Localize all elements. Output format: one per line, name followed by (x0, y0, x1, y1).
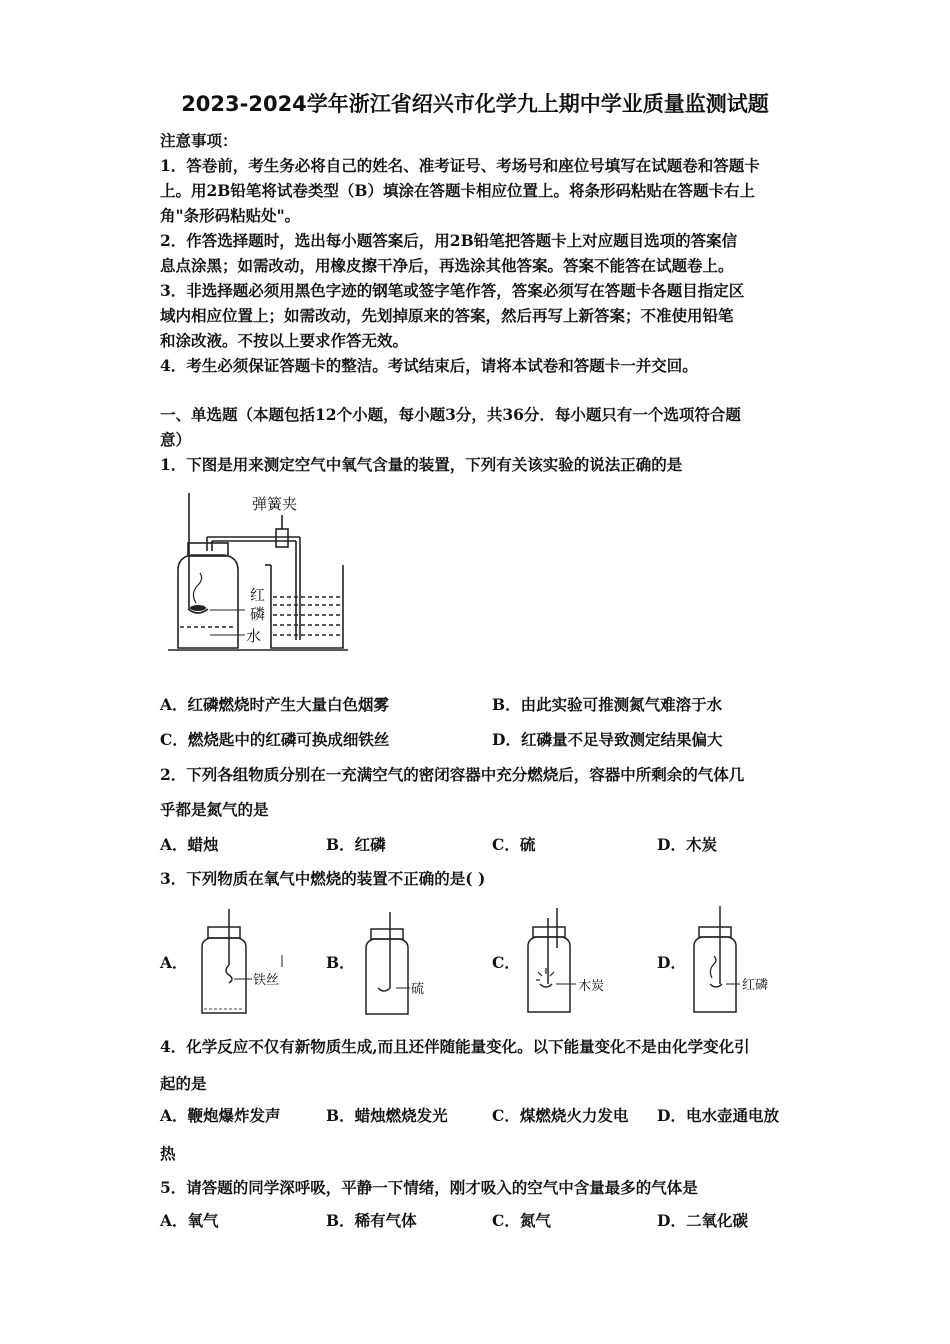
q3-option-c[interactable]: C． (492, 953, 520, 972)
notice-line: 上。用2B铅笔将试卷类型（B）填涂在答题卡相应位置上。将条形码粘贴在答题卡右上 (160, 181, 755, 200)
q2-stem: 2．下列各组物质分别在一充满空气的密闭容器中充分燃烧后，容器中所剩余的气体几 (160, 765, 745, 784)
q2-option-a[interactable]: A．蜡烛 (160, 835, 219, 854)
page-title: 2023-2024学年浙江省绍兴市化学九上期中学业质量监测试题 (181, 92, 769, 116)
section-heading-cont: 意） (160, 430, 192, 449)
q1-stem: 1．下图是用来测定空气中氧气含量的装置，下列有关该实验的说法正确的是 (160, 455, 683, 474)
q1-option-d[interactable]: D．红磷量不足导致测定结果偏大 (492, 730, 723, 749)
q3-option-a[interactable]: A． (160, 953, 188, 972)
q4-option-c[interactable]: C．煤燃烧火力发电 (492, 1106, 629, 1125)
q3-figure-a (196, 905, 291, 1017)
notice-line: 3．非选择题必须用黑色字迹的钢笔或签字笔作答，答案必须写在答题卡各题目指定区 (160, 281, 745, 300)
clamp-label: 弹簧夹 (252, 495, 298, 513)
notice-heading: 注意事项： (160, 131, 238, 150)
notice-line: 4．考生必须保证答题卡的整洁。考试结束后，请将本试卷和答题卡一并交回。 (160, 356, 698, 375)
q5-option-a[interactable]: A．氧气 (160, 1211, 219, 1230)
q4-option-a[interactable]: A．鞭炮爆炸发声 (160, 1106, 281, 1125)
section-heading: 一、单选题（本题包括12个小题，每小题3分，共36分．每小题只有一个选项符合题 (160, 405, 741, 424)
q3-option-d[interactable]: D． (657, 953, 686, 972)
q5-option-b[interactable]: B．稀有气体 (326, 1211, 417, 1230)
q2-option-c[interactable]: C．硫 (492, 835, 536, 854)
iron-wire-label: 铁丝 (253, 973, 280, 988)
q3-figure-d (688, 904, 778, 1016)
q5-stem: 5．请答题的同学深呼吸，平静一下情绪，刚才吸入的空气中含量最多的气体是 (160, 1178, 698, 1197)
q5-option-d[interactable]: D．二氧化碳 (657, 1211, 748, 1230)
q3-figure-b (360, 910, 440, 1018)
notice-line: 域内相应位置上；如需改动，先划掉原来的答案，然后再写上新答案；不准使用铅笔 (160, 306, 734, 325)
sulfur-label: 硫 (411, 982, 425, 997)
notice-line: 1．答卷前，考生务必将自己的姓名、准考证号、考场号和座位号填写在试题卷和答题卡 (160, 156, 760, 175)
q2-option-b[interactable]: B．红磷 (326, 835, 386, 854)
q4-option-b[interactable]: B．蜡烛燃烧发光 (326, 1106, 448, 1125)
q3-stem: 3．下列物质在氧气中燃烧的装置不正确的是( ) (160, 869, 486, 888)
phosphorus-label-1: 红 (250, 586, 266, 604)
q3-option-b[interactable]: B． (326, 953, 355, 972)
red-phosphorus-label: 红磷 (742, 978, 769, 993)
q1-option-a[interactable]: A．红磷燃烧时产生大量白色烟雾 (160, 695, 390, 714)
notice-line: 和涂改液。不按以上要求作答无效。 (160, 331, 409, 350)
q4-option-d-wrap: 热 (160, 1144, 176, 1163)
q1-apparatus-figure (160, 485, 360, 660)
q4-stem-cont: 起的是 (160, 1074, 207, 1093)
q4-stem: 4．化学反应不仅有新物质生成,而且还伴随能量变化。以下能量变化不是由化学变化引 (160, 1037, 750, 1056)
q1-option-c[interactable]: C．燃烧匙中的红磷可换成细铁丝 (160, 730, 390, 749)
q2-stem-cont: 乎都是氮气的是 (160, 800, 269, 819)
notice-line: 息点涂黑；如需改动，用橡皮擦干净后，再选涂其他答案。答案不能答在试题卷上。 (160, 256, 734, 275)
q4-option-d[interactable]: D．电水壶通电放 (657, 1106, 779, 1125)
water-label: 水 (246, 627, 262, 645)
phosphorus-label-2: 磷 (250, 605, 266, 623)
notice-line: 2．作答选择题时，选出每小题答案后，用2B铅笔把答题卡上对应题目选项的答案信 (160, 231, 738, 250)
q2-option-d[interactable]: D．木炭 (657, 835, 717, 854)
notice-line: 角"条形码粘贴处"。 (160, 206, 301, 225)
q3-figure-c (522, 906, 612, 1016)
q1-option-b[interactable]: B．由此实验可推测氮气难溶于水 (492, 695, 723, 714)
q5-option-c[interactable]: C．氮气 (492, 1211, 551, 1230)
charcoal-label: 木炭 (578, 979, 605, 994)
